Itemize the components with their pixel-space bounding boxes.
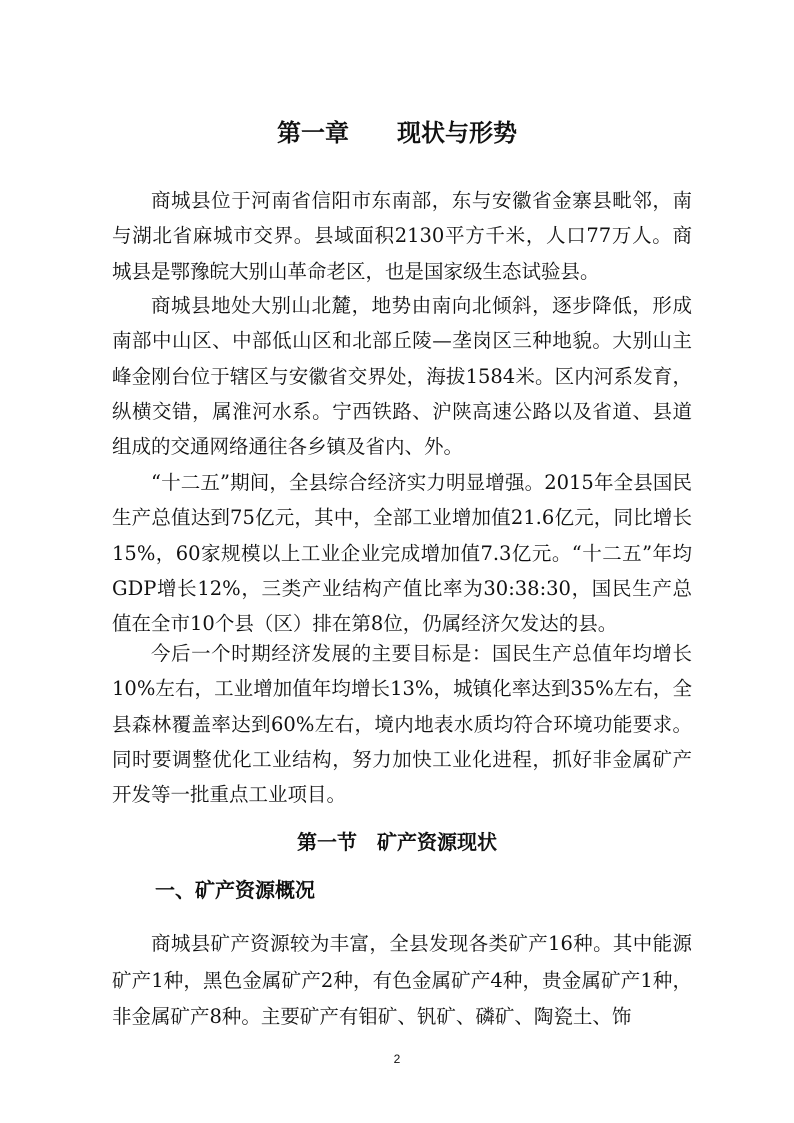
body-paragraph-goals: 今后一个时期经济发展的主要目标是：国民生产总值年均增长10%左右，工业增加值年均增长13%，城镇化率达到35%左右，全县森林覆盖率达到60%左右，境内地表水质均符合环境功能要求。同时要调整优化工业结构，努力加快工业化进程，抓好非金属矿产开发等一批重点工业项目。 <box>112 642 692 807</box>
body-paragraph-terrain: 商城县地处大别山北麓，地势由南向北倾斜，逐步降低，形成南部中山区、中部低山区和北部丘陵—垄岗区三种地貌。大别山主峰金刚台位于辖区与安徽省交界处，海拔1584米。区内河系发育，纵横交错，属淮河水系。宁西铁路、沪陕高速公路以及省道、县道组成的交通网络通往各乡镇及省内、外。 <box>112 294 692 459</box>
body-paragraph-mineral-overview: 商城县矿产资源较为丰富，全县发现各类矿产16种。其中能源矿产1种，黑色金属矿产2种，有色金属矿产4种，贵金属矿产1种，非金属矿产8种。主要矿产有钼矿、钒矿、磷矿、陶瓷土、饰 <box>112 932 692 1028</box>
body-paragraph-location: 商城县位于河南省信阳市东南部，东与安徽省金寨县毗邻，南与湖北省麻城市交界。县域面积2130平方千米，人口77万人。商城县是鄂豫皖大别山革命老区，也是国家级生态试验县。 <box>112 189 692 283</box>
subsection-title: 一、矿产资源概况 <box>155 878 315 902</box>
page-number: 2 <box>393 1052 401 1066</box>
section-title: 第一节 矿产资源现状 <box>297 830 497 854</box>
body-paragraph-economy: “十二五”期间，全县综合经济实力明显增强。2015年全县国民生产总值达到75亿元，其中，全部工业增加值21.6亿元，同比增长15%，60家规模以上工业企业完成增加值7.3亿元。“十二五”年均GDP增长12%，三类产业结构产值比率为30:38:30，国民生产总值在全市10个县（区）排在第8位，仍属经济欠发达的县。 <box>112 471 692 636</box>
chapter-title: 第一章 现状与形势 <box>277 118 517 147</box>
